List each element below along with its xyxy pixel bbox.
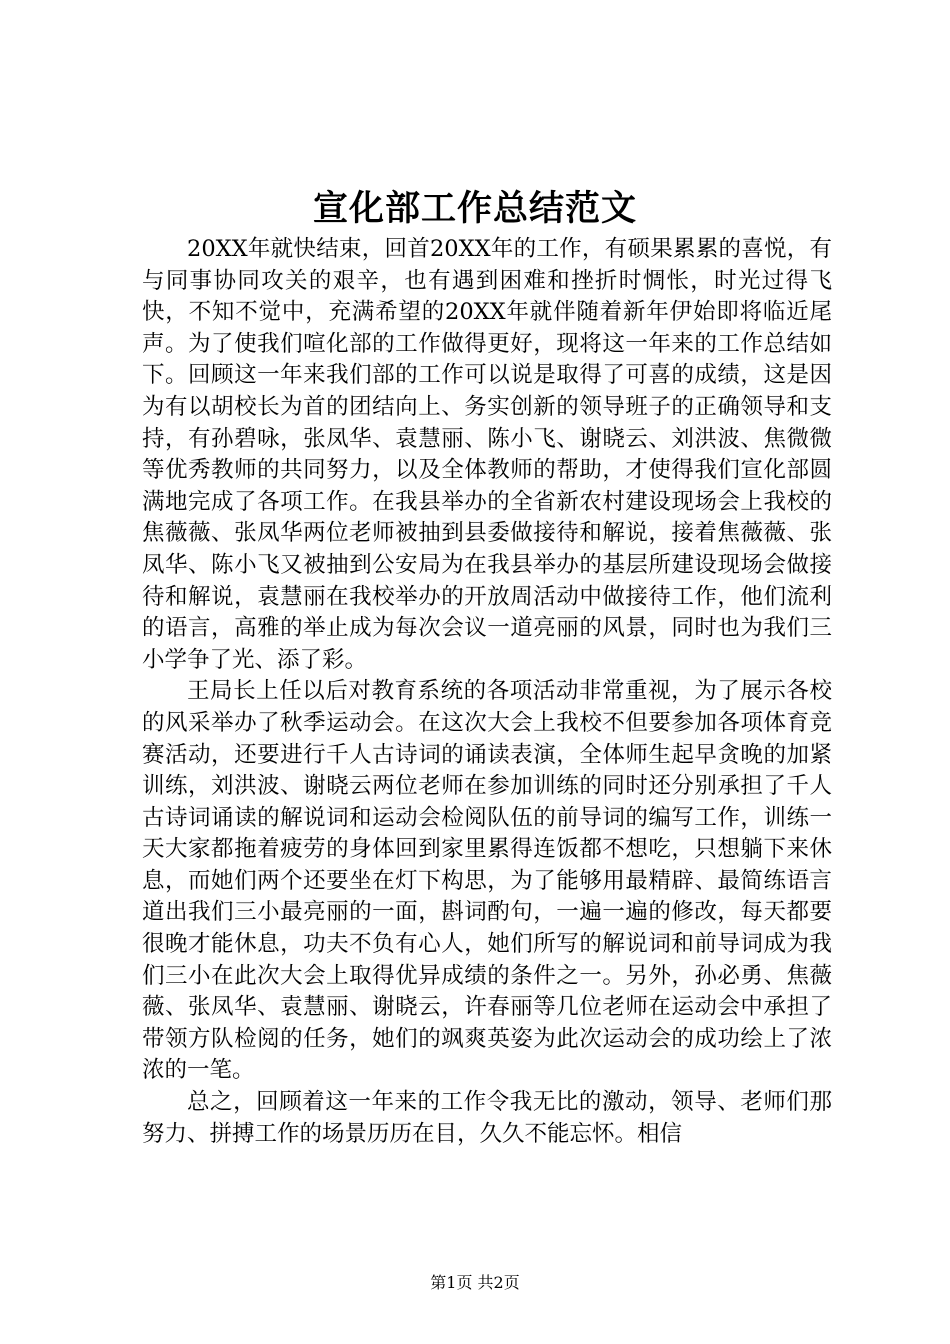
paragraph-1: 20XX年就快结束，回首20XX年的工作，有硕果累累的喜悦，有与同事协同攻关的艰辛，也有遇到困难和挫折时惆怅，时光过得飞快，不知不觉中，充满希望的20XX年就伴随着新年伊始即将临近尾声。为了使我们喧化部的工作做得更好，现将这一年来的工作总结如下。回顾这一年来我们部的工作可以说是取得了可喜的成绩，这是因为有以胡校长为首的团结向上、务实创新的领导班子的正确领导和支持，有孙碧咏，张凤华、袁慧丽、陈小飞、谢晓云、刘洪波、焦微微等优秀教师的共同努力，以及全体教师的帮助，才使得我们宣化部圆满地完成了各项工作。在我县举办的全省新农村建设现场会上我校的焦薇薇、张凤华两位老师被抽到县委做接待和解说，接着焦薇薇、张凤华、陈小飞又被抽到公安局为在我县举办的基层所建设现场会做接待和解说，袁慧丽在我校举办的开放周活动中做接待工作，他们流利的语言，高雅的举止成为每次会议一道亮丽的风景，同时也为我们三小学争了光、添了彩。 — [142, 236, 832, 673]
paragraph-2: 王局长上任以后对教育系统的各项活动非常重视，为了展示各校的风采举办了秋季运动会。在这次大会上我校不但要参加各项体育竞赛活动，还要进行千人古诗词的诵读表演，全体师生起早贪晚的加紧训练，刘洪波、谢晓云两位老师在参加训练的同时还分别承担了千人古诗词诵读的解说词和运动会检阅队伍的前导词的编写工作，训练一天大家都拖着疲劳的身体回到家里累得连饭都不想吃，只想躺下来休息，而她们两个还要坐在灯下构思，为了能够用最精辟、最简练语言道出我们三小最亮丽的一面，斟词酌句，一遍一遍的修改，每天都要很晚才能休息，功夫不负有心人，她们所写的解说词和前导词成为我们三小在此次大会上取得优异成绩的条件之一。另外，孙必勇、焦薇薇、张凤华、袁慧丽、谢晓云，许春丽等几位老师在运动会中承担了带领方队检阅的任务，她们的飒爽英姿为此次运动会的成功绘上了浓浓的一笔。 — [142, 678, 832, 1084]
page-number-footer: 第1页 共2页 — [430, 1273, 520, 1292]
document-title: 宣化部工作总结范文 — [312, 188, 637, 229]
paragraph-3: 总之，回顾着这一年来的工作令我无比的激动，领导、老师们那努力、拼搏工作的场景历历在目，久久不能忘怀。相信 — [142, 1089, 832, 1147]
document-body — [142, 234, 832, 1150]
